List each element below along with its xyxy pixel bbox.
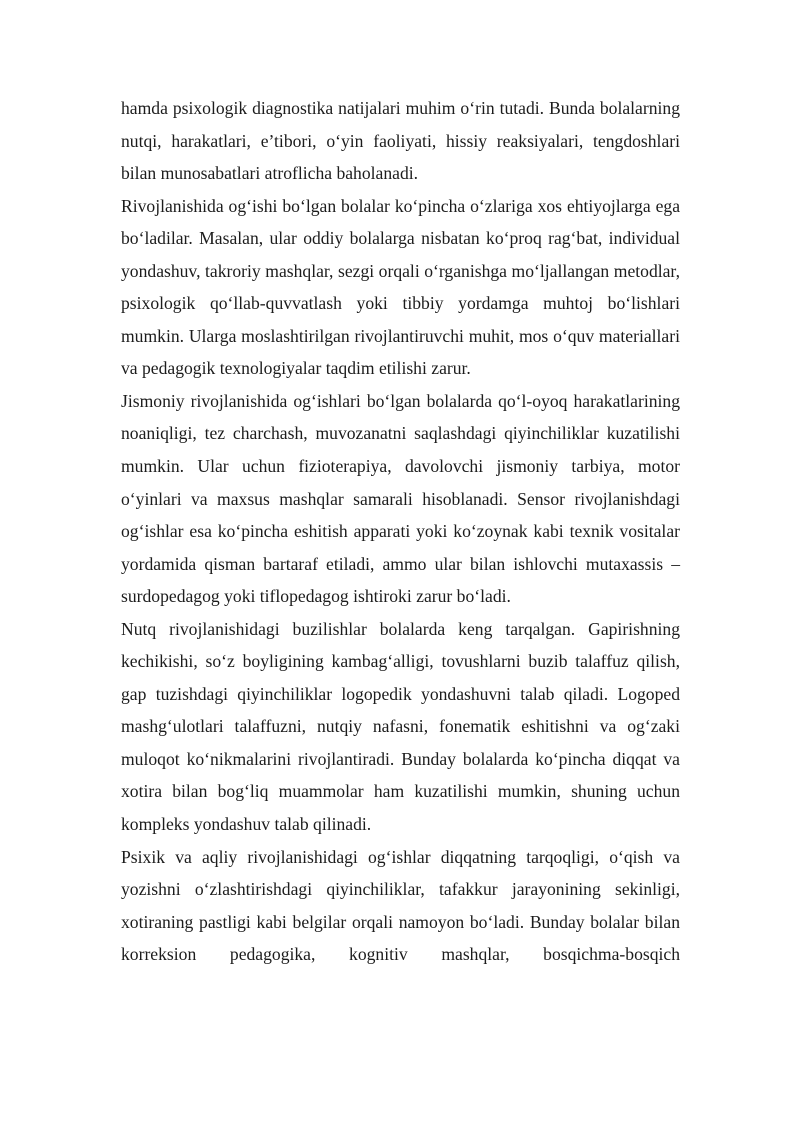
paragraph-diagnostics: hamda psixologik diagnostika natijalari muhim o‘rin tutadi. Bunda bolalarning nutqi, harakatlari, e’tibori, o‘yin faoliyati, hissiy reaksiyalari, tengdoshlari bilan munosabatlari atroflicha baholanadi. bbox=[121, 98, 680, 184]
paragraph-speech-development: Nutq rivojlanishidagi buzilishlar bolalarda keng tarqalgan. Gapirishning kechikishi, so‘z boyligining kambag‘alligi, tovushlarni buzib talaffuz qilish, gap tuzishdagi qiyinchiliklar logopedik yondashuvni talab qiladi. Logoped mashg‘ulotlari talaffuzni, nutqiy nafasni, fonematik eshitishni va og‘zaki muloqot ko‘nikmalarini rivojlantiradi. Bunday bolalarda ko‘pincha diqqat va xotira bilan bog‘liq muammolar ham kuzatilishi mumkin, shuning uchun kompleks yondashuv talab qilinadi. bbox=[121, 618, 680, 835]
document-page bbox=[121, 92, 680, 971]
paragraph-special-needs: Rivojlanishida og‘ishi bo‘lgan bolalar ko‘pincha o‘zlariga xos ehtiyojlarga ega bo‘ladilar. Masalan, ular oddiy bolalarga nisbatan ko‘proq rag‘bat, individual yondashuv, takroriy mashqlar, sezgi orqali o‘rganishga mo‘ljallangan metodlar, psixologik qo‘llab-quvvatlash yoki tibbiy yordamga muhtoj bo‘lishlari mumkin. Ularga moslashtirilgan rivojlantiruvchi muhit, mos o‘quv materiallari va pedagogik texnologiyalar taqdim etilishi zarur. bbox=[121, 195, 680, 379]
paragraph-physical-development: Jismoniy rivojlanishida og‘ishlari bo‘lgan bolalarda qo‘l-oyoq harakatlarining noaniqligi, tez charchash, muvozanatni saqlashdagi qiyinchiliklar kuzatilishi mumkin. Ular uchun fizioterapiya, davolovchi jismoniy tarbiya, motor o‘yinlari va maxsus mashqlar samarali hisoblanadi. Sensor rivojlanishdagi og‘ishlar esa ko‘pincha eshitish apparati yoki ko‘zoynak kabi texnik vositalar yordamida qisman bartaraf etiladi, ammo ular bilan ishlovchi mutaxassis – surdopedagog yoki tiflopedagog ishtiroki zarur bo‘ladi. bbox=[121, 390, 680, 607]
paragraph-mental-development: Psixik va aqliy rivojlanishidagi og‘ishlar diqqatning tarqoqligi, o‘qish va yozishni o‘zlashtirishdagi qiyinchiliklar, tafakkur jarayonining sekinligi, xotiraning pastligi kabi belgilar orqali namoyon bo‘ladi. Bunday bolalar bilan korreksion pedagogika, kognitiv mashqlar, bosqichma-bosqich bbox=[121, 846, 680, 965]
